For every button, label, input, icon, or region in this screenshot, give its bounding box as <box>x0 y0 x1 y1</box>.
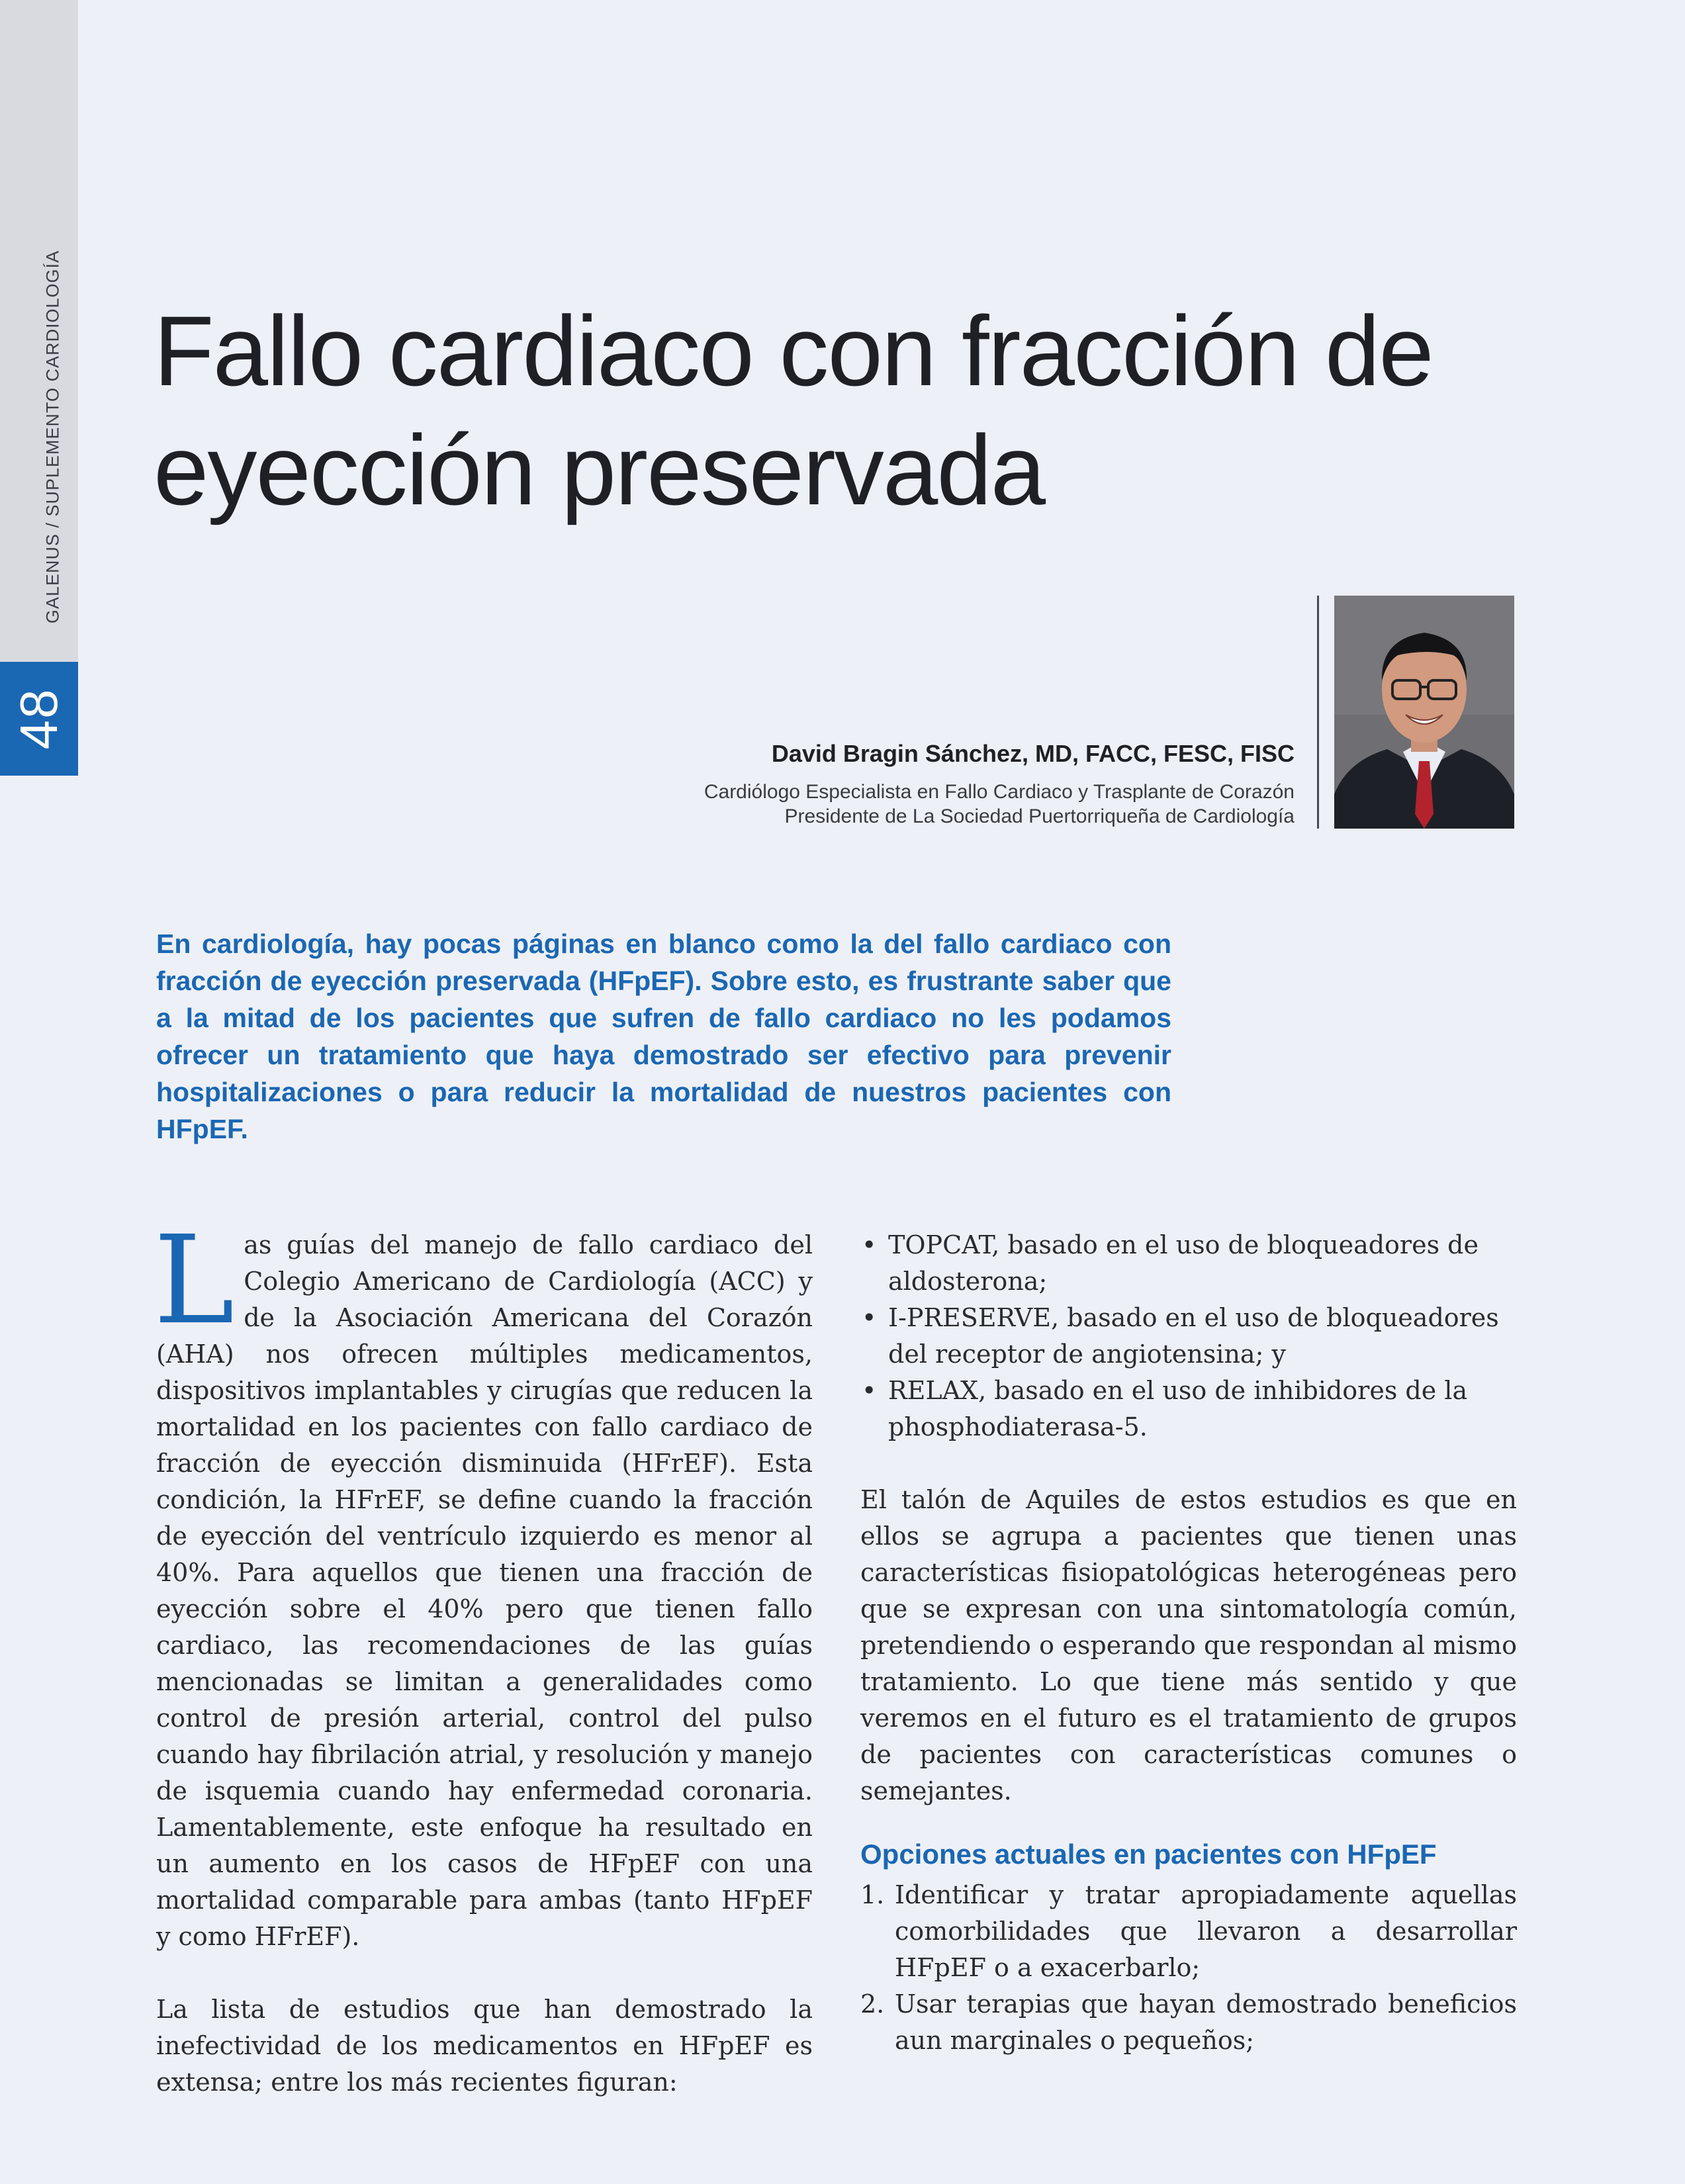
body-paragraph-3: El talón de Aquiles de estos estudios es que en ellos se agrupa a pacientes que tienen unas características fisiopatológicas heterogéneas pero que se expresan con una sintomatología común, pretendiendo o esperando que respondan al mismo tratamiento. Lo que tiene más sentido y que veremos en el futuro es el tratamiento de grupos de pacientes con características comunes o semejantes. <box>860 1485 1517 1805</box>
author-role-1: Cardiólogo Especialista en Fallo Cardiaco y Trasplante de Corazón <box>704 781 1295 803</box>
studies-list <box>860 1227 1517 1445</box>
list-item: • TOPCAT, basado en el uso de bloqueadores de aldosterona; <box>860 1227 1517 1300</box>
list-item <box>860 1986 1517 2059</box>
title-line-2: eyección preservada <box>154 414 1045 525</box>
author-name: David Bragin Sánchez, MD, FACC, FESC, FISC <box>771 740 1295 767</box>
title-line-1: Fallo cardiaco con fracción de <box>154 295 1433 406</box>
lead-paragraph: En cardiología, hay pocas páginas en blanco como la del fallo cardiaco con fracción de eyección preservada (HFpEF). Sobre esto, es frustrante saber que a la mitad de los pacientes que sufren de fallo cardiaco no les podamos ofrecer un tratamiento que haya demostrado ser efectivo para prevenir hospitalizaciones o para reducir la mortalidad de nuestros pacientes con HFpEF. <box>156 929 1171 1144</box>
list-text: Usar terapias que hayan demostrado beneficios aun marginales o pequeños; <box>895 1989 1517 2055</box>
body-paragraph-2: La lista de estudios que han demostrado la inefectividad de los medicamentos en HFpEF es extensa; entre los más recientes figuran: <box>156 1995 813 2097</box>
list-item: • I-PRESERVE, basado en el uso de bloqueadores del receptor de angiotensina; y <box>860 1300 1517 1373</box>
author-divider <box>1317 596 1319 829</box>
list-number: 1. <box>860 1880 885 1909</box>
author-role-2: Presidente de La Sociedad Puertorriqueña de Cardiología <box>784 805 1295 827</box>
options-list <box>860 1877 1517 2059</box>
body-paragraph-1 <box>154 1210 813 1955</box>
side-strip <box>0 0 78 662</box>
body-paragraph-1-text: as guías del manejo de fallo cardiaco del Colegio Americano de Cardiología (ACC) y de la Asociación Americana del Corazón (AHA) nos ofrecen múltiples medicamentos, dispositivos implantables y cirugías que reducen la mortalidad en los pacientes con fallo cardiaco de fracción de eyección disminuida (HFrEF). Esta condición, la HFrEF, se define cuando la fracción de eyección del ventrículo izquierdo es menor al 40%. Para aquellos que tienen una fracción de eyección sobre el 40% pero que tienen fallo cardiaco, las recomendaciones de las guías mencionadas se limitan a generalidades como control de presión arterial, control del pulso cuando hay fibrilación atrial, y resolución y manejo de isquemia cuando hay enfermedad coronaria. Lamentablemente, este enfoque ha resultado en un aumento en los casos de HFpEF con una mortalidad comparable para ambas (tanto HFpEF y como HFrEF). <box>156 1230 813 1951</box>
page-number: 48 <box>9 688 68 750</box>
section-heading: Opciones actuales en pacientes con HFpEF <box>860 1839 1437 1870</box>
running-head: GALENUS / SUPLEMENTO CARDIOLOGÍA <box>42 250 63 624</box>
list-item <box>860 1877 1517 1986</box>
body-column-right <box>860 1227 1517 2059</box>
drop-cap: L <box>154 1210 235 1351</box>
list-number: 2. <box>860 1989 885 2019</box>
author-photo <box>1334 596 1514 829</box>
list-item: • RELAX, basado en el uso de inhibidores de la phosphodiaterasa-5. <box>860 1373 1517 1445</box>
body-column-left <box>154 1210 813 2101</box>
author-block <box>704 740 1295 829</box>
list-text: Identificar y tratar apropiadamente aquellas comorbilidades que llevaron a desarrollar HFpEF o a exacerbarlo; <box>895 1880 1517 1982</box>
article-title <box>154 291 1477 529</box>
